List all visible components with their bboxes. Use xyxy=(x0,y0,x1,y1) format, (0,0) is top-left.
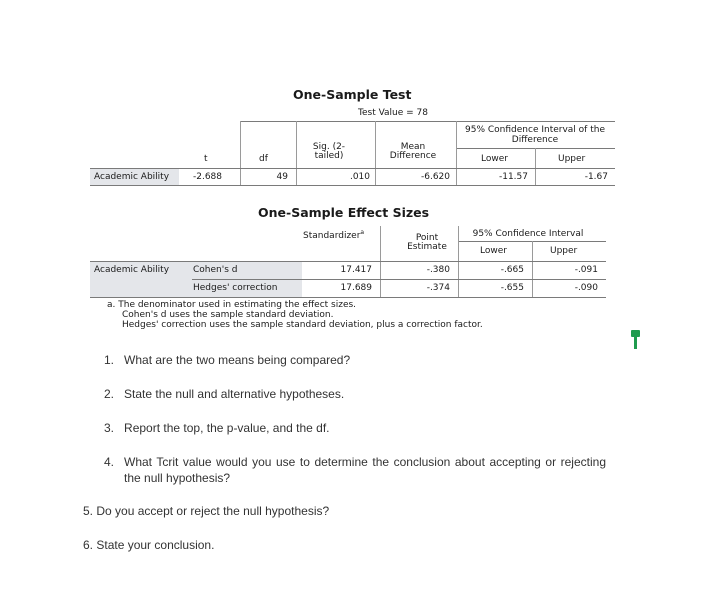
question-text: State the null and alternative hypotheses. xyxy=(124,387,345,401)
divider-4 xyxy=(456,121,457,185)
question-text: Report the top, the p-value, and the df. xyxy=(124,421,330,435)
divider-3 xyxy=(375,121,376,185)
sig-value: .010 xyxy=(349,172,370,182)
pushpin-stem xyxy=(634,336,637,349)
question-number: 3. xyxy=(104,421,115,435)
col-sig-header: Sig. (2-tailed) xyxy=(312,142,346,161)
cohens-d-standardizer: 17.417 xyxy=(340,265,372,275)
effect-divider-3 xyxy=(532,241,533,298)
effect-divider-2 xyxy=(458,226,459,298)
question-3 xyxy=(104,420,330,436)
df-value: 49 xyxy=(276,172,288,182)
row-label: Academic Ability xyxy=(94,172,170,182)
effect-sizes-title: One-Sample Effect Sizes xyxy=(258,205,430,220)
question-5 xyxy=(83,503,329,519)
cohens-d-lower: -.665 xyxy=(500,265,524,275)
question-number: 5. xyxy=(83,504,94,518)
question-text: What Tcrit value would you use to determine the conclusion about accepting or rejecting the null hypothesis? xyxy=(124,455,606,485)
col-t-header: t xyxy=(204,154,208,164)
cohens-d-point: -.380 xyxy=(426,265,450,275)
question-1 xyxy=(104,352,350,368)
question-text: Do you accept or reject the null hypothesis? xyxy=(96,504,330,518)
divider-1 xyxy=(240,121,241,185)
col-point-header: Point Estimate xyxy=(407,233,447,252)
effect-col-upper-header: Upper xyxy=(550,246,578,256)
mean-diff-value: -6.620 xyxy=(420,172,450,182)
effect-row-label: Academic Ability xyxy=(94,265,170,275)
cohens-d-label: Cohen's d xyxy=(193,265,238,275)
effect-ci-header: 95% Confidence Interval xyxy=(472,229,584,239)
t-value: -2.688 xyxy=(193,172,223,182)
test-value-label: Test Value = 78 xyxy=(358,108,429,118)
hedges-point: -.374 xyxy=(426,283,450,293)
question-text: State your conclusion. xyxy=(96,538,215,552)
one-sample-test-title: One-Sample Test xyxy=(293,87,412,102)
hedges-label: Hedges' correction xyxy=(193,283,278,293)
ci-header: 95% Confidence Interval of the Difference xyxy=(465,125,605,145)
upper-value: -1.67 xyxy=(584,172,608,182)
question-6 xyxy=(83,537,214,553)
divider-5 xyxy=(535,148,536,185)
table-bottom-rule xyxy=(90,185,615,186)
hedges-standardizer: 17.689 xyxy=(340,283,372,293)
effect-divider-1 xyxy=(380,226,381,298)
question-number: 4. xyxy=(104,455,115,469)
effect-row-rule xyxy=(192,279,606,280)
standardizer-label: Standardizer xyxy=(303,231,361,241)
footnote-marker: a xyxy=(360,229,365,236)
footnote-a: a. The denominator used in estimating the effect sizes. xyxy=(107,300,357,310)
question-text: What are the two means being compared? xyxy=(124,353,351,367)
effect-col-lower-header: Lower xyxy=(480,246,507,256)
question-4 xyxy=(104,454,606,486)
col-df-header: df xyxy=(259,154,268,164)
footnote-hedges: Hedges' correction uses the sample standard deviation, plus a correction factor. xyxy=(122,320,483,330)
cohens-d-upper: -.091 xyxy=(574,265,598,275)
col-upper-header: Upper xyxy=(558,154,586,164)
lower-value: -11.57 xyxy=(498,172,528,182)
question-number: 1. xyxy=(104,353,115,367)
col-lower-header: Lower xyxy=(481,154,508,164)
question-number: 2. xyxy=(104,387,115,401)
hedges-lower: -.655 xyxy=(500,283,524,293)
footnote-cohens: Cohen's d uses the sample standard deviation. xyxy=(122,310,334,320)
divider-2 xyxy=(296,121,297,185)
col-mean-header: Mean Difference xyxy=(389,142,437,161)
hedges-upper: -.090 xyxy=(574,283,598,293)
question-2 xyxy=(104,386,344,402)
col-standardizer-header xyxy=(303,229,364,241)
question-number: 6. xyxy=(83,538,94,552)
effect-table-bottom-rule xyxy=(90,297,606,298)
